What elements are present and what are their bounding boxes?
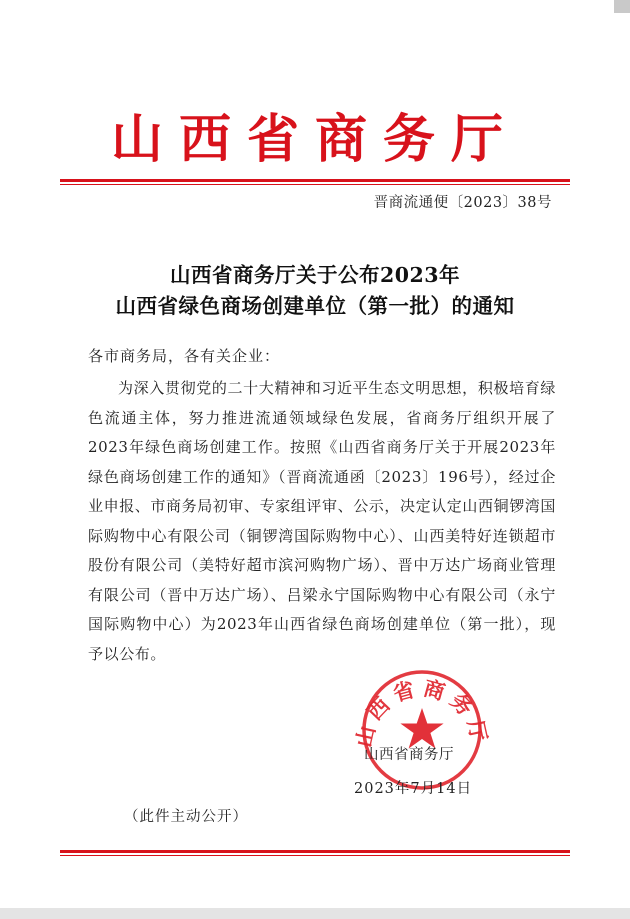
page-bottom-margin — [0, 908, 630, 919]
header-divider-thick — [60, 179, 570, 182]
signature-org: 山西省商务厅 — [364, 747, 454, 763]
footer-divider-thick — [60, 850, 570, 853]
seal-text: 山西省商务厅 — [350, 674, 494, 750]
signature-date: 2023年7月14日 — [354, 781, 473, 797]
official-seal — [346, 668, 496, 792]
notice-title-line1: 山西省商务厅关于公布2023年 — [169, 263, 461, 287]
document-number: 晋商流通便〔2023〕38号 — [373, 195, 552, 211]
header-divider-thin — [60, 184, 570, 185]
salutation: 各市商务局，各有关企业： — [88, 347, 281, 365]
notice-body: 为深入贯彻党的二十大精神和习近平生态文明思想，积极培育绿色流通主体，努力推进流通领域绿色发展，省商务厅组织开展了2023年绿色商场创建工作。按照《山西省商务厅关于开展2023年绿色商场创建工作的通知》（晋商流通函〔2023〕196号），经过企业申报、市商务局初审、专家组评审、公示，决定认定山西铜锣湾国际购物中心有限公司（铜锣湾国际购物中心）、山西美特好连锁超市股份有限公司（美特好超市滨河购物广场）、晋中万达广场商业管理有限公司（晋中万达广场）、吕梁永宁国际购物中心有限公司（永宁国际购物中心）为2023年山西省绿色商场创建单位（第一批），现予以公布。 — [88, 379, 557, 663]
document-header-title: 山西省商务厅 — [110, 109, 519, 170]
disclosure-note: （此件主动公开） — [124, 809, 248, 825]
page-corner — [614, 0, 630, 13]
notice-title-line2: 山西省绿色商场创建单位（第一批）的通知 — [115, 294, 515, 318]
footer-divider-thin — [60, 855, 570, 856]
